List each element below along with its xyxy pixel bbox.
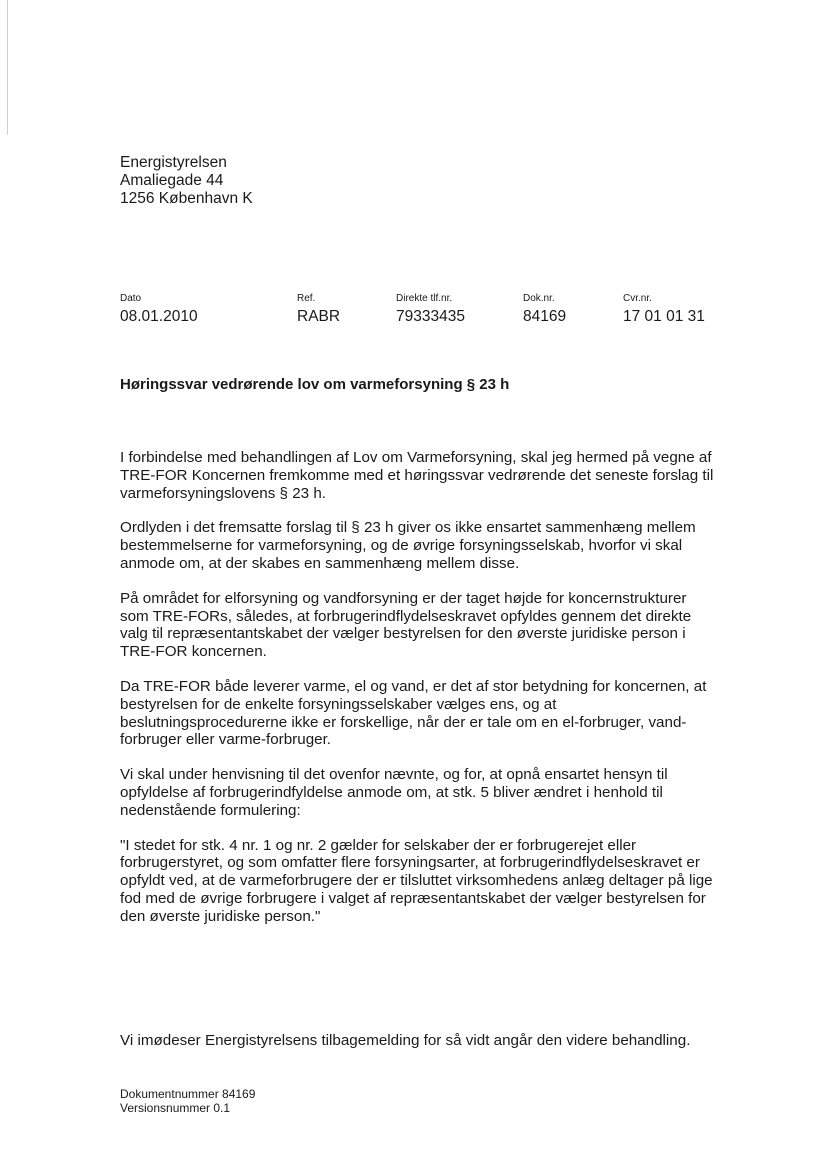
body-paragraph: Da TRE-FOR både leverer varme, el og vand, er det af stor betydning for koncernen, at bestyrelsen for de enkelte forsyningsselskaber vælges ens, og at beslutningsprocedurerne ikke er forskellige, når der er tale om en el-forbruger, vand-forbruger eller varme-forbruger. (120, 677, 707, 749)
meta-cvr-value: 17 01 01 31 (623, 308, 705, 325)
closing-sentence: Vi imødeser Energistyrelsens tilbagemelding for så vidt angår den videre behandling. (120, 1032, 691, 1049)
meta-date-label: Dato (120, 293, 142, 304)
meta-docnr (523, 293, 566, 326)
meta-ref-value: RABR (297, 308, 341, 325)
body-paragraph: På området for elforsyning og vandforsyning er der taget højde for koncernstrukturer som TRE-FORs, således, at forbrugerindflydelseskravet opfyldes gennem det direkte valg til repræsentantskabet der vælger bestyrelsen for den øverste juridiske person i TRE-FOR koncernen. (120, 589, 692, 661)
meta-ref-label: Ref. (297, 293, 316, 304)
meta-date (120, 293, 198, 326)
meta-phone (396, 293, 465, 326)
document-footer (120, 1087, 255, 1115)
body-paragraph-quote: "I stedet for stk. 4 nr. 1 og nr. 2 gælder for selskaber der er forbrugerejet eller forbrugerstyret, og som omfatter flere forsyningsarter, at forbrugerindflydelseskravet er opfyldt ved, at de varmeforbrugere der er tilsluttet virksomhedens anlæg deltager på lige fod med de øvrige forbrugere i valget af repræsentantskabet der vælger bestyrelsen for den øverste juridiske person." (120, 836, 713, 925)
meta-date-value: 08.01.2010 (120, 308, 198, 325)
letter-subject: Høringssvar vedrørende lov om varmeforsyning § 23 h (120, 376, 510, 393)
recipient-address (120, 154, 253, 208)
body-paragraph: Ordlyden i det fremsatte forslag til § 23 h giver os ikke ensartet sammenhæng mellem bestemmelserne for varmeforsyning, og de øvrige forsyningsselskab, hvorfor vi skal anmode om, at der skabes en sammenhæng mellem disse. (120, 519, 696, 572)
meta-phone-value: 79333435 (396, 308, 465, 325)
meta-cvr (623, 293, 705, 326)
footer-doc-number: Dokumentnummer 84169 (120, 1087, 256, 1101)
recipient-city: 1256 København K (120, 190, 253, 207)
meta-docnr-value: 84169 (523, 308, 567, 325)
meta-cvr-label: Cvr.nr. (623, 293, 652, 304)
recipient-name: Energistyrelsen (120, 154, 227, 171)
meta-ref (297, 293, 340, 326)
scan-edge-line (7, 0, 8, 135)
meta-phone-label: Direkte tlf.nr. (396, 293, 453, 304)
footer-version: Versionsnummer 0.1 (120, 1101, 231, 1115)
body-paragraph: I forbindelse med behandlingen af Lov om Varmeforsyning, skal jeg hermed på vegne af TRE-FOR Koncernen fremkomme med et høringssvar vedrørende det seneste forslag til varmeforsyningslovens § 23 h. (120, 449, 714, 502)
body-paragraph: Vi skal under henvisning til det ovenfor nævnte, og for, at opnå ensartet hensyn til opfyldelse af forbrugerindfyldelse anmode om, at stk. 5 bliver ændret i henhold til nedenstående formulering: (120, 766, 668, 819)
recipient-street: Amaliegade 44 (120, 172, 224, 189)
letter-body (120, 449, 715, 943)
meta-docnr-label: Dok.nr. (523, 293, 555, 304)
